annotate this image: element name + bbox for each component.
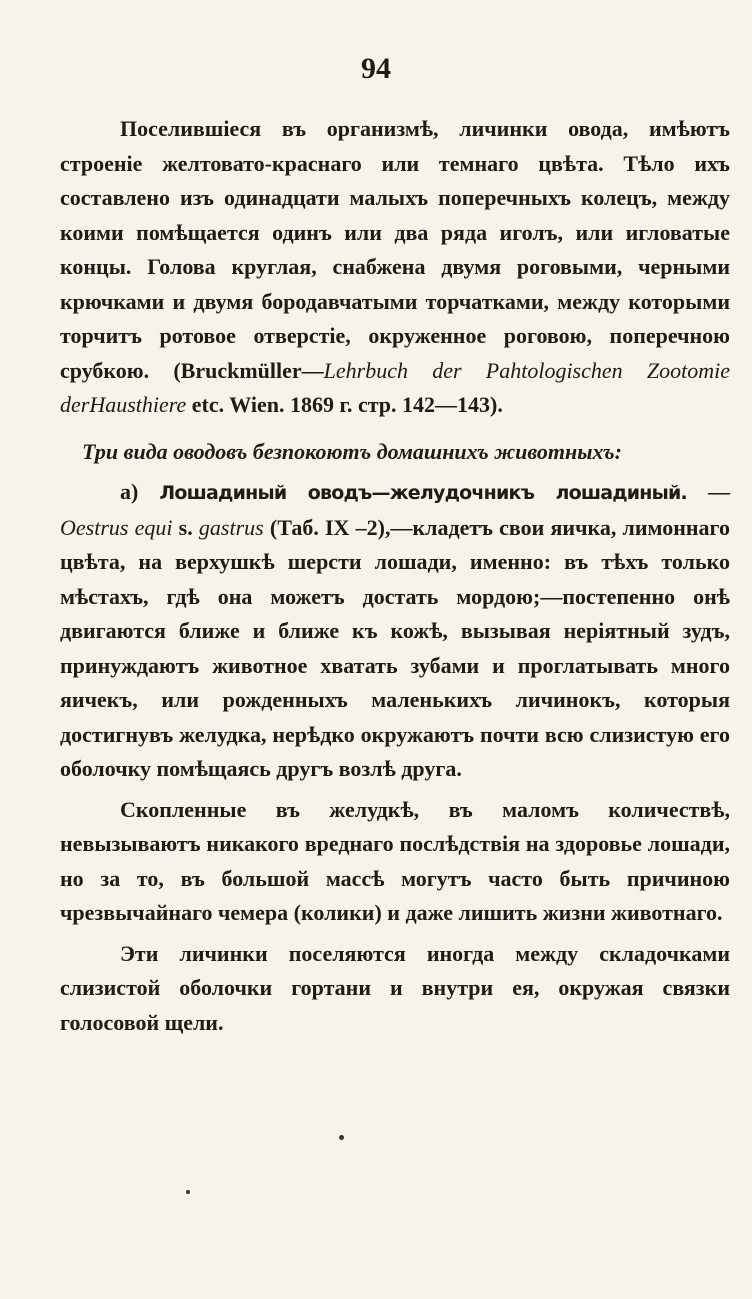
paragraph-1-citation-end: etc. Wien. 1869 г. стр. 142—143). bbox=[186, 392, 503, 417]
latin-name-2: gastrus bbox=[198, 514, 264, 540]
paragraph-larynx: Эти личинки поселяются иногда между складочками слизистой оболочки гортани и внутри ея, окружая связки голосовой щели. bbox=[60, 940, 730, 1035]
species-title: Лошадиный оводъ—желудочникъ лошадиный. bbox=[159, 482, 687, 504]
ink-speck bbox=[339, 1135, 344, 1140]
latin-separator: s. bbox=[172, 514, 199, 540]
page-body bbox=[60, 112, 730, 1040]
page-number: 94 bbox=[361, 52, 391, 85]
paragraph-horse-botfly bbox=[60, 475, 730, 787]
section-heading: Три вида оводовъ безпокоютъ домашнихъ животныхъ: bbox=[82, 438, 622, 464]
item-marker: a) bbox=[120, 479, 160, 504]
latin-name-1: Oestrus equi bbox=[60, 514, 173, 540]
reference-title: Lehrbuch der Pahtologischen Zootomie derHausthiere bbox=[60, 357, 730, 417]
paragraph-1-text: Поселившіеся въ организмѣ, личинки овода, имѣютъ строеніе желтовато-краснаго или темнаго цвѣта. Тѣло ихъ составлено изъ одинадцати малыхъ поперечныхъ колецъ, между коими помѣщается одинъ или два ряда иголъ, или игловатые концы. Голова круглая, снабжена двумя роговыми, черными крючками и двумя бородавчатыми торчатками, между которыми торчитъ ротовое отверстіе, окруженное роговою, поперечною срубкою. (Bruckmüller— bbox=[60, 116, 730, 383]
title-dash: — bbox=[686, 479, 731, 504]
paragraph-stomach-effects: Скопленные въ желудкѣ, въ маломъ количествѣ, невызываютъ никакого вреднаго послѣдствія на здоровье лошади, но за то, въ большой массѣ могутъ часто быть причиною чрезвычайнаго чемера (колики) и даже лишить жизни животнаго. bbox=[60, 796, 730, 925]
paragraph-2-text: (Таб. IX –2),—кладетъ свои яичка, лимоннаго цвѣта, на верхушкѣ шерсти лошади, именно: въ тѣхъ только мѣстахъ, гдѣ она можетъ достать мордою;—постепенно онѣ двигаются ближе и ближе къ кожѣ, вызывая неріятный зудъ, принуждаютъ животное хватать зубами и проглатывать много яичекъ, или рожденныхъ маленькихъ личинокъ, которыя достигнувъ желудка, нерѣдко окружаютъ почти всю слизистую его оболочку помѣщаясь другъ возлѣ друга. bbox=[60, 514, 731, 781]
ink-speck bbox=[186, 1190, 190, 1194]
paragraph-larvae-description bbox=[60, 112, 730, 423]
